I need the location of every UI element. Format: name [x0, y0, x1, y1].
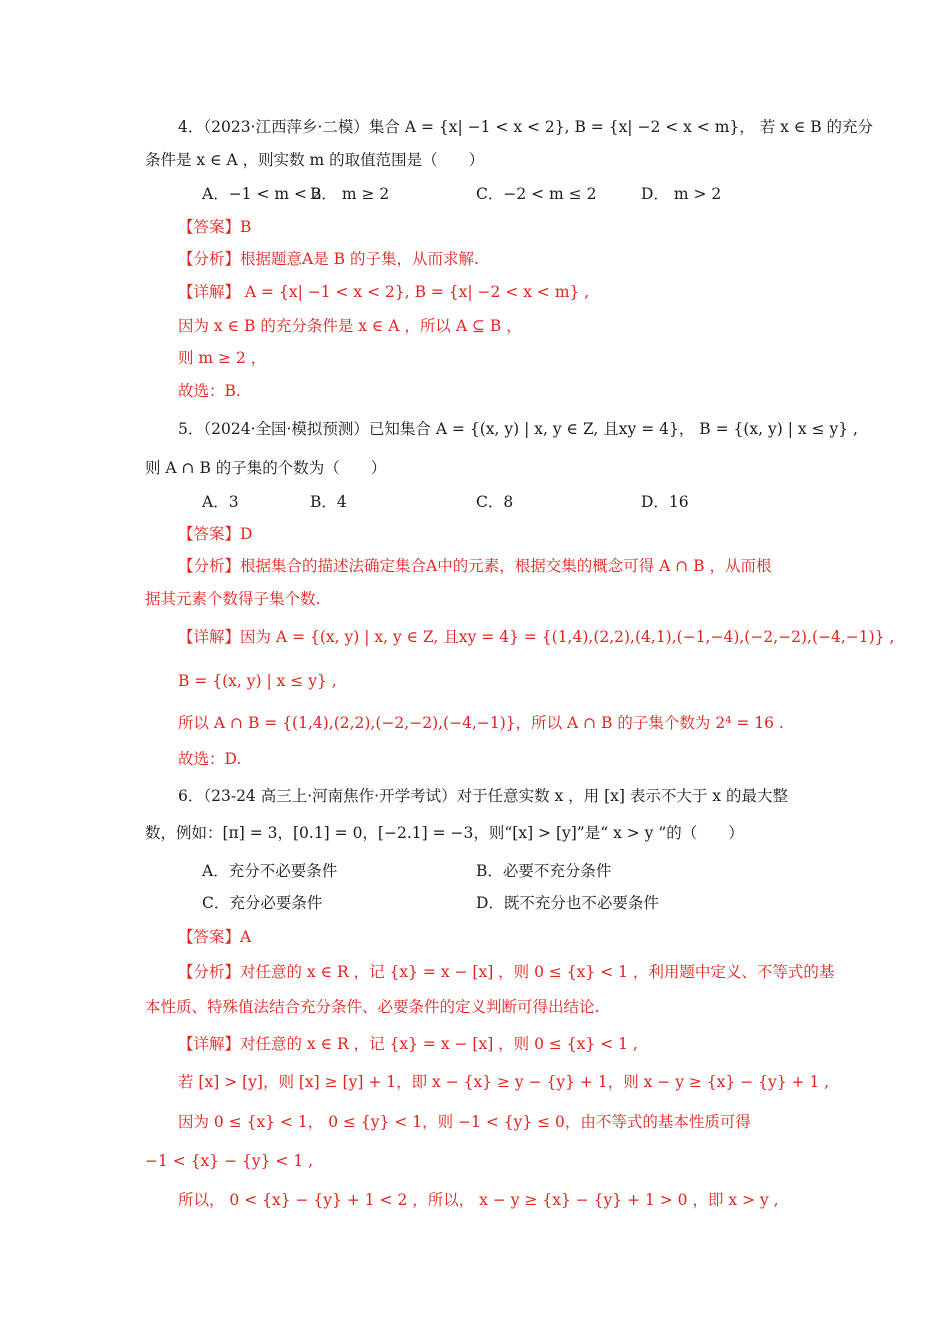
- q4-option-d: D． m > 2: [641, 185, 722, 203]
- q5-stem-line1: 5．（2024·全国·模拟预测）已知集合 A = {(x, y) | x, y ∈ Z, 且xy = 4}， B = {(x, y) | x ≤ y} ,: [178, 420, 858, 438]
- q6-option-a: A．充分不必要条件: [202, 862, 338, 880]
- q4-option-a: A．−1 < m < 2: [202, 185, 322, 203]
- q5-detail-line1: 【详解】因为 A = {(x, y) | x, y ∈ Z, 且xy = 4} = {(1,4),(2,2),(4,1),(−1,−4),(−2,−2),(−4,−1)} ,: [178, 628, 895, 646]
- q6-option-b: B．必要不充分条件: [476, 862, 612, 880]
- q6-analysis-line2: 本性质、特殊值法结合充分条件、必要条件的定义判断可得出结论.: [145, 998, 600, 1016]
- q5-analysis-line2: 据其元素个数得子集个数.: [145, 590, 321, 608]
- q6-analysis-line1: 【分析】对任意的 x ∈ R ，记 {x} = x − [x] ，则 0 ≤ {x} < 1 ，利用题中定义、不等式的基: [178, 963, 835, 981]
- q6-stem-line1: 6．（23-24 高三上·河南焦作·开学考试）对于任意实数 x ，用 [x] 表示不大于 x 的最大整: [178, 787, 788, 805]
- q5-option-b: B．4: [310, 493, 347, 511]
- q5-options: [0, 492, 950, 512]
- q6-option-c: C．充分必要条件: [202, 894, 323, 912]
- q6-detail-line5: 所以， 0 < {x} − {y} + 1 < 2 ，所以， x − y ≥ {x} − {y} + 1 > 0 ，即 x > y ,: [178, 1191, 779, 1209]
- q5-option-c: C．8: [476, 493, 514, 511]
- q4-answer: 【答案】B: [178, 218, 252, 236]
- q5-option-a: A．3: [202, 493, 239, 511]
- q4-options: [0, 184, 950, 204]
- q4-detail-line4: 故选：B.: [178, 382, 241, 400]
- q4-option-b: B． m ≥ 2: [310, 185, 390, 203]
- q4-option-c: C．−2 < m ≤ 2: [476, 185, 597, 203]
- q6-answer: 【答案】A: [178, 928, 252, 946]
- q4-stem-line2: 条件是 x ∈ A ，则实数 m 的取值范围是（ ）: [145, 151, 485, 169]
- q6-detail-line2: 若 [x] > [y]，则 [x] ≥ [y] + 1，即 x − {x} ≥ y − {y} + 1，则 x − y ≥ {x} − {y} + 1 ,: [178, 1073, 830, 1091]
- q6-options-row1: [0, 861, 950, 881]
- q4-stem-line1: 4．（2023·江西萍乡·二模）集合 A = {x| −1 < x < 2}, B = {x| −2 < x < m}， 若 x ∈ B 的充分: [178, 118, 874, 136]
- q4-analysis: 【分析】根据题意A是 B 的子集，从而求解.: [178, 250, 479, 268]
- q6-stem-line2: 数，例如：[π] = 3，[0.1] = 0，[−2.1] = −3，则“[x] > [y]”是“ x > y ”的（ ）: [145, 824, 744, 842]
- q4-detail-line3: 则 m ≥ 2 ，: [178, 349, 267, 367]
- q5-answer: 【答案】D: [178, 525, 253, 543]
- q6-detail-line1: 【详解】对任意的 x ∈ R ，记 {x} = x − [x] ，则 0 ≤ {x} < 1 ,: [178, 1035, 638, 1053]
- q6-detail-line4: −1 < {x} − {y} < 1 ,: [145, 1152, 314, 1170]
- q5-option-d: D．16: [641, 493, 689, 511]
- q6-options-row2: [0, 893, 950, 913]
- q5-detail-line4: 故选：D.: [178, 750, 242, 768]
- q6-option-d: D．既不充分也不必要条件: [476, 894, 659, 912]
- q6-detail-line3: 因为 0 ≤ {x} < 1， 0 ≤ {y} < 1，则 −1 < {y} ≤ 0，由不等式的基本性质可得: [178, 1113, 751, 1131]
- q5-detail-line3: 所以 A ∩ B = {(1,4),(2,2),(−2,−2),(−4,−1)}，所以 A ∩ B 的子集个数为 2⁴ = 16 .: [178, 714, 784, 732]
- q5-detail-line2: B = {(x, y) | x ≤ y} ,: [178, 672, 337, 690]
- q4-detail-line1: 【详解】 A = {x| −1 < x < 2}, B = {x| −2 < x < m} ,: [178, 283, 590, 301]
- q4-detail-line2: 因为 x ∈ B 的充分条件是 x ∈ A ，所以 A ⊆ B ，: [178, 317, 522, 335]
- q5-stem-line2: 则 A ∩ B 的子集的个数为（ ）: [145, 459, 387, 477]
- q5-analysis-line1: 【分析】根据集合的描述法确定集合A中的元素，根据交集的概念可得 A ∩ B ，从而根: [178, 557, 772, 575]
